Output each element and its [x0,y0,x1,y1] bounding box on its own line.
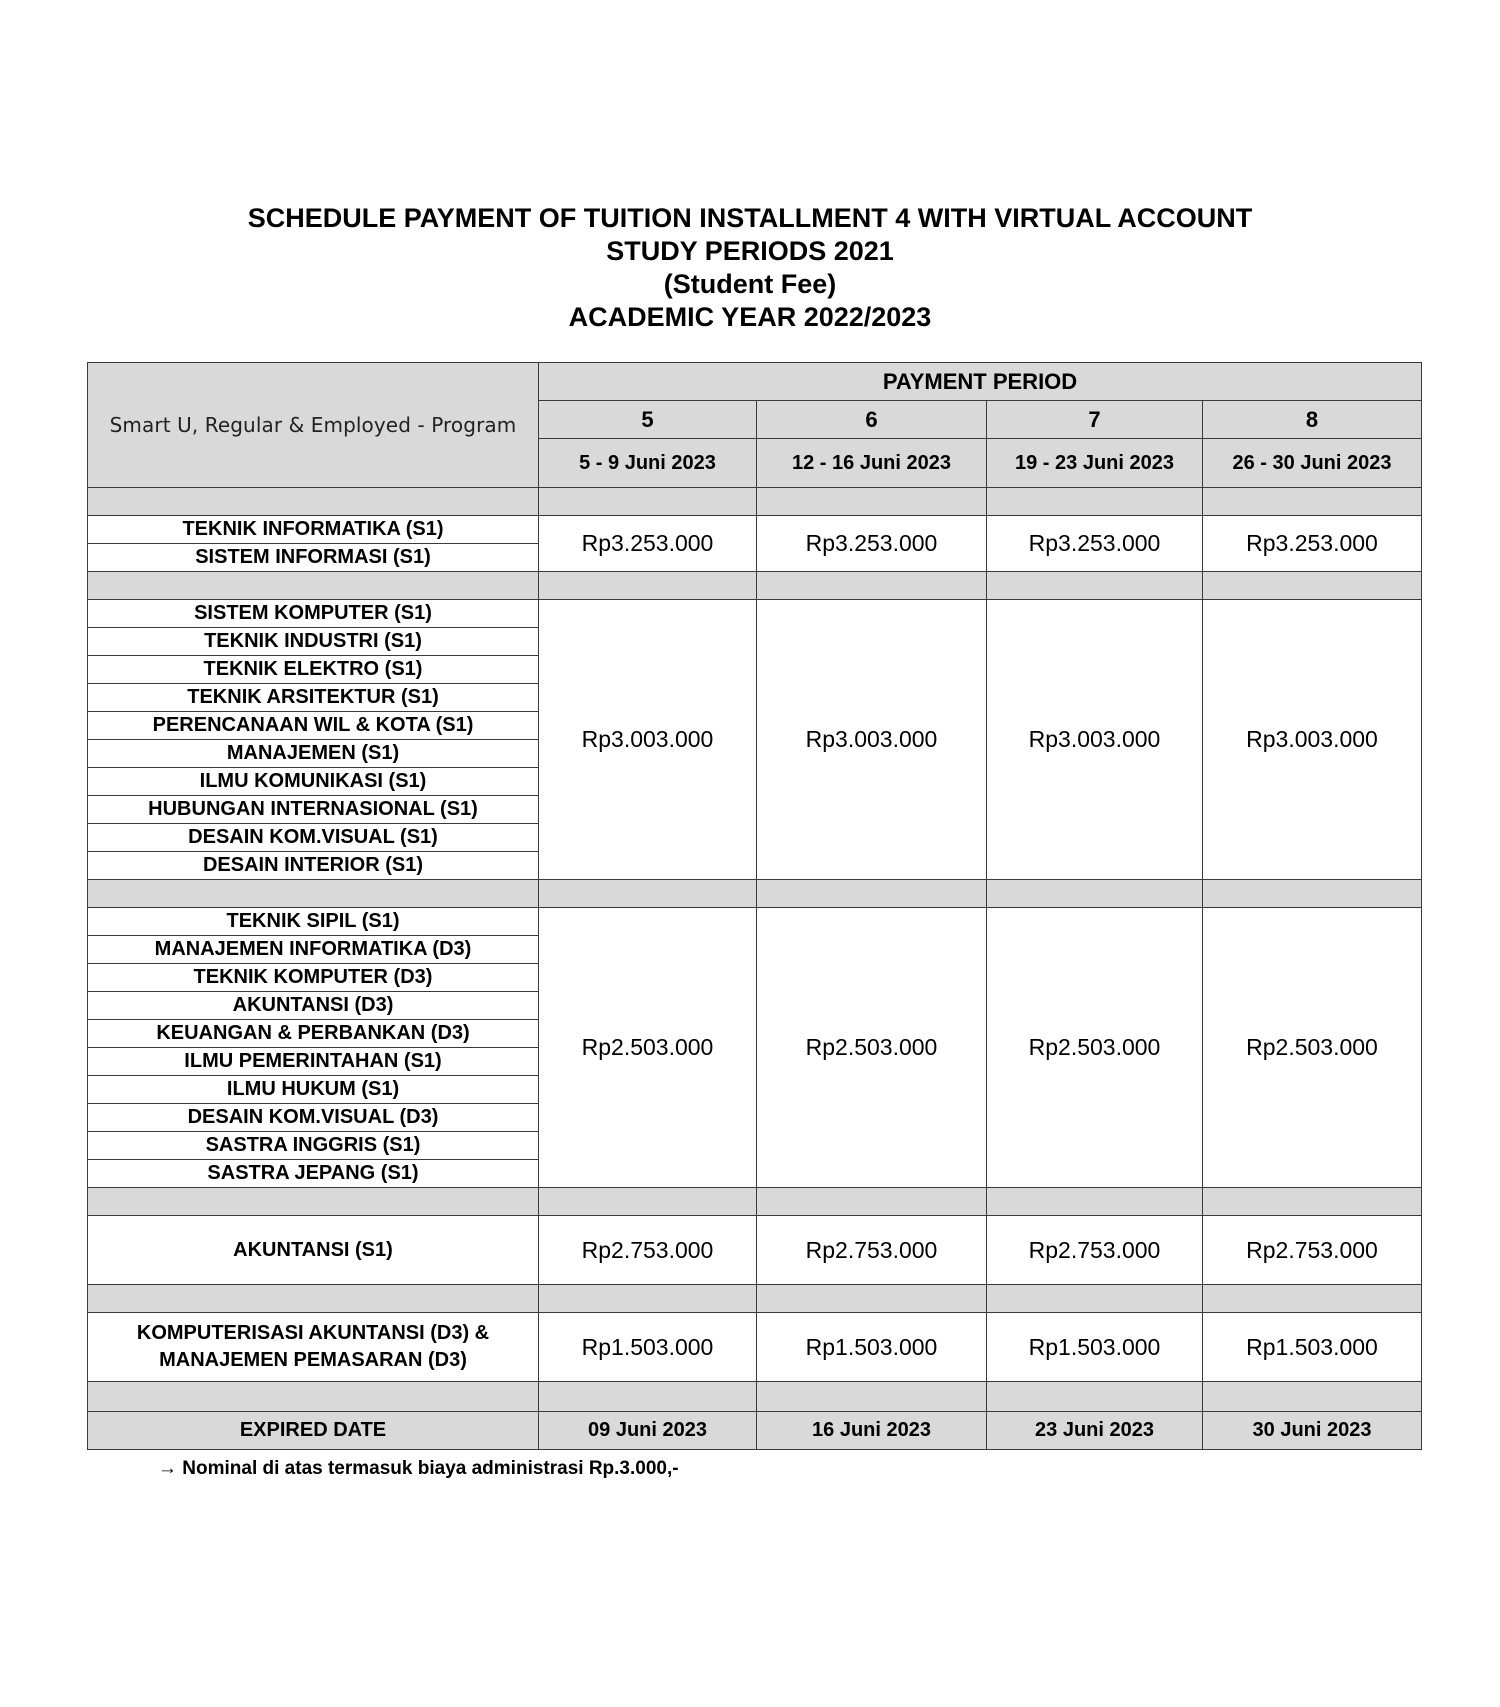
expired-date-row [88,1412,1422,1450]
title-line-4: ACADEMIC YEAR 2022/2023 [568,302,932,332]
period-dates: 12 - 16 Juni 2023 [757,439,987,488]
expired-date: 16 Juni 2023 [757,1412,987,1450]
expired-date: 23 Juni 2023 [987,1412,1203,1450]
price-cell: Rp2.503.000 [1203,908,1422,1188]
price-cell: Rp2.753.000 [539,1216,757,1285]
price-cell: Rp3.003.000 [539,600,757,880]
table-row [88,516,1422,544]
spacer-row [88,572,1422,600]
program-header: Smart U, Regular & Employed - Program [88,363,539,488]
expired-date: 30 Juni 2023 [1203,1412,1422,1450]
program-name: HUBUNGAN INTERNASIONAL (S1) [88,796,539,824]
payment-period-header: PAYMENT PERIOD [539,363,1422,401]
period-dates: 5 - 9 Juni 2023 [539,439,757,488]
program-name: SISTEM KOMPUTER (S1) [88,600,539,628]
period-dates: 19 - 23 Juni 2023 [987,439,1203,488]
price-cell: Rp2.503.000 [539,908,757,1188]
price-cell: Rp2.753.000 [757,1216,987,1285]
program-line: MANAJEMEN PEMASARAN (D3) [159,1349,467,1371]
price-cell: Rp1.503.000 [539,1313,757,1382]
title-line-2: STUDY PERIODS 2021 [606,236,894,266]
program-name: TEKNIK INDUSTRI (S1) [88,628,539,656]
price-cell: Rp3.253.000 [987,516,1203,572]
period-dates: 26 - 30 Juni 2023 [1203,439,1422,488]
program-name: ILMU HUKUM (S1) [88,1076,539,1104]
price-cell: Rp1.503.000 [1203,1313,1422,1382]
table-row [88,908,1422,936]
program-name: DESAIN KOM.VISUAL (D3) [88,1104,539,1132]
spacer-row [88,1285,1422,1313]
spacer-row [88,1188,1422,1216]
program-name: MANAJEMEN (S1) [88,740,539,768]
program-name: AKUNTANSI (D3) [88,992,539,1020]
period-number: 6 [757,401,987,439]
price-cell: Rp3.003.000 [757,600,987,880]
program-name: TEKNIK ARSITEKTUR (S1) [88,684,539,712]
table-row [88,600,1422,628]
program-name: AKUNTANSI (S1) [88,1216,539,1285]
program-name: TEKNIK ELEKTRO (S1) [88,656,539,684]
program-name [88,1313,539,1382]
program-name: SISTEM INFORMASI (S1) [88,544,539,572]
program-name: TEKNIK SIPIL (S1) [88,908,539,936]
program-name: DESAIN KOM.VISUAL (S1) [88,824,539,852]
price-cell: Rp3.253.000 [1203,516,1422,572]
program-name: KEUANGAN & PERBANKAN (D3) [88,1020,539,1048]
price-cell: Rp3.003.000 [1203,600,1422,880]
program-name: ILMU KOMUNIKASI (S1) [88,768,539,796]
program-name: MANAJEMEN INFORMATIKA (D3) [88,936,539,964]
program-name: SASTRA JEPANG (S1) [88,1160,539,1188]
price-cell: Rp2.503.000 [987,908,1203,1188]
spacer-row [88,880,1422,908]
price-cell: Rp1.503.000 [757,1313,987,1382]
price-cell: Rp3.003.000 [987,600,1203,880]
payment-schedule-table [87,362,1422,1450]
period-number: 5 [539,401,757,439]
period-number: 8 [1203,401,1422,439]
expired-date: 09 Juni 2023 [539,1412,757,1450]
expired-date-label: EXPIRED DATE [88,1412,539,1450]
title-line-1: SCHEDULE PAYMENT OF TUITION INSTALLMENT 4 WITH VIRTUAL ACCOUNT [247,203,1253,233]
spacer-row [88,488,1422,516]
program-line: KOMPUTERISASI AKUNTANSI (D3) & [136,1322,490,1344]
price-cell: Rp3.253.000 [757,516,987,572]
period-number: 7 [987,401,1203,439]
program-name: PERENCANAAN WIL & KOTA (S1) [88,712,539,740]
price-cell: Rp2.503.000 [757,908,987,1188]
price-cell: Rp3.253.000 [539,516,757,572]
table-row [88,1313,1422,1382]
program-name: DESAIN INTERIOR (S1) [88,852,539,880]
footnote: → Nominal di atas termasuk biaya administrasi Rp.3.000,- [158,1458,679,1479]
price-cell: Rp1.503.000 [987,1313,1203,1382]
title-line-3: (Student Fee) [663,269,837,299]
program-name: SASTRA INGGRIS (S1) [88,1132,539,1160]
price-cell: Rp2.753.000 [987,1216,1203,1285]
program-name: TEKNIK KOMPUTER (D3) [88,964,539,992]
program-name: ILMU PEMERINTAHAN (S1) [88,1048,539,1076]
price-cell: Rp2.753.000 [1203,1216,1422,1285]
spacer-row [88,1382,1422,1412]
document-title [0,202,1500,334]
table-row [88,1216,1422,1285]
program-name: TEKNIK INFORMATIKA (S1) [88,516,539,544]
